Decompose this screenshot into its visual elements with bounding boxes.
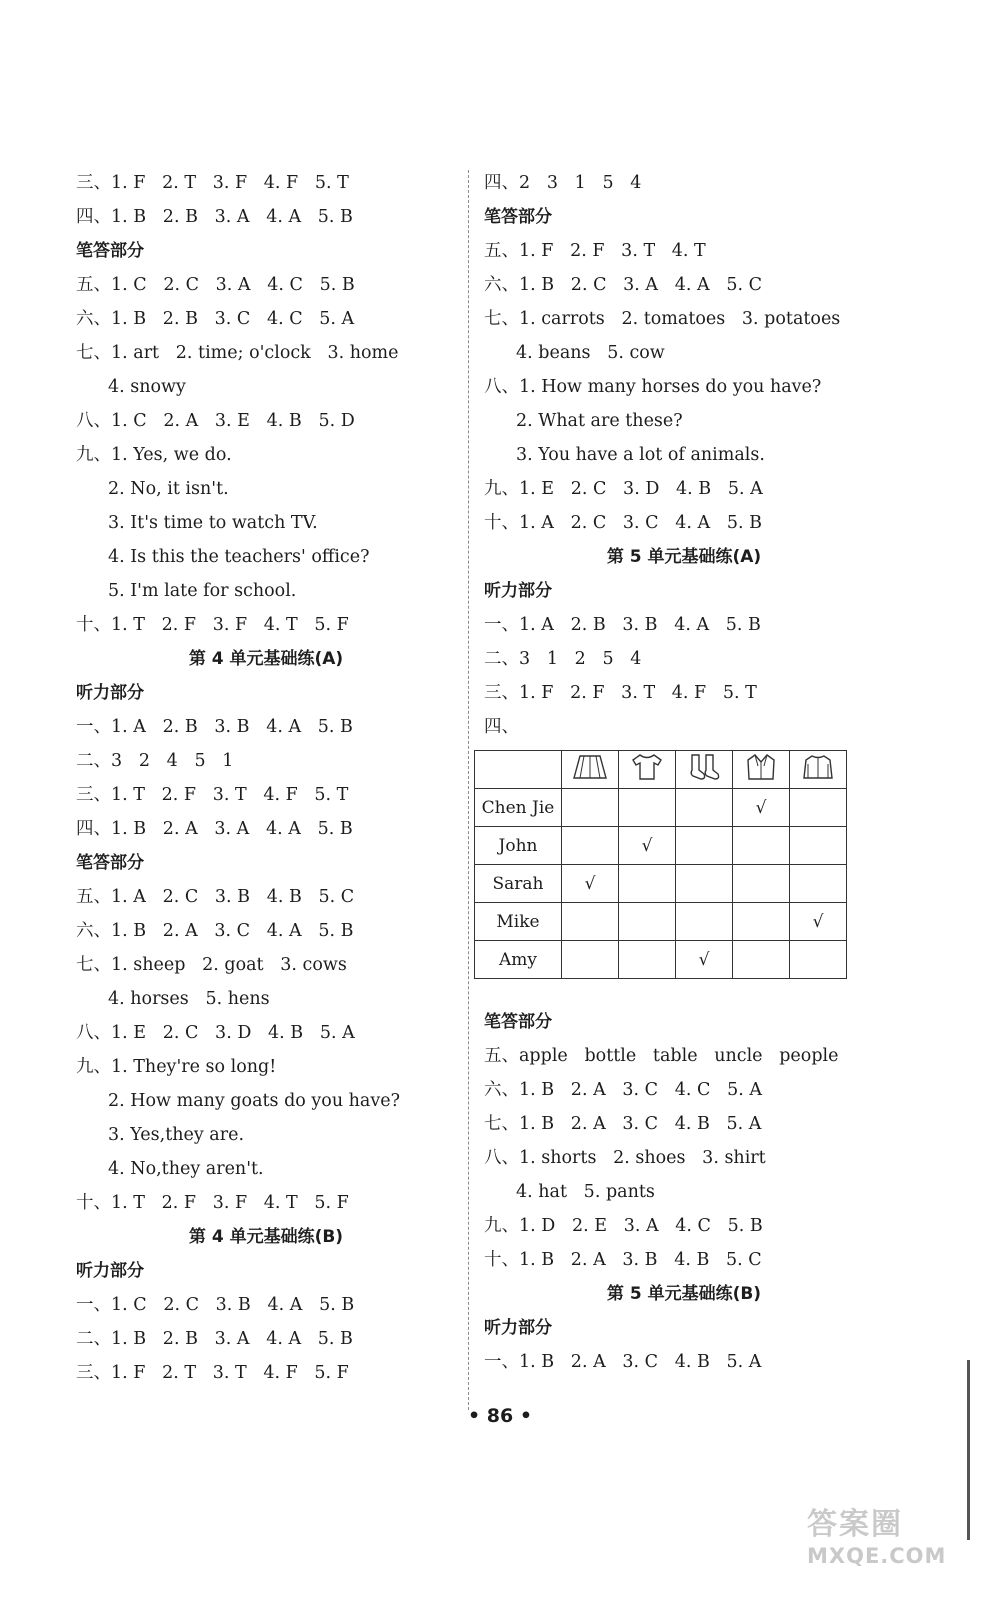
answer-line: 3. You have a lot of animals. bbox=[516, 445, 765, 465]
answer-line: 九、1. D 2. E 3. A 4. C 5. B bbox=[484, 1216, 763, 1236]
answer-line: 八、1. E 2. C 3. D 4. B 5. A bbox=[76, 1023, 355, 1043]
answer-line: 二、3 2 4 5 1 bbox=[76, 751, 234, 771]
empty-cell bbox=[790, 827, 847, 865]
answer-line: 2. What are these? bbox=[516, 411, 683, 431]
answer-line: 4. No,they aren't. bbox=[108, 1159, 264, 1179]
answer-line: 四、1. B 2. B 3. A 4. A 5. B bbox=[76, 207, 353, 227]
empty-cell bbox=[733, 903, 790, 941]
empty-cell bbox=[619, 789, 676, 827]
page-edge-line bbox=[967, 1360, 970, 1540]
check-mark: √ bbox=[676, 941, 733, 979]
coat-icon bbox=[733, 751, 790, 789]
answer-line: 七、1. art 2. time; o'clock 3. home bbox=[76, 343, 399, 363]
empty-cell bbox=[619, 865, 676, 903]
empty-cell bbox=[733, 941, 790, 979]
section-heading: 听力部分 bbox=[76, 1261, 144, 1281]
section-heading: 笔答部分 bbox=[484, 207, 552, 227]
answer-line: 六、1. B 2. A 3. C 4. C 5. A bbox=[484, 1080, 762, 1100]
check-mark: √ bbox=[619, 827, 676, 865]
answer-line: 一、1. A 2. B 3. B 4. A 5. B bbox=[76, 717, 353, 737]
answer-line: 八、1. shorts 2. shoes 3. shirt bbox=[484, 1148, 766, 1168]
empty-cell bbox=[562, 827, 619, 865]
answer-line: 4. horses 5. hens bbox=[108, 989, 270, 1009]
section-heading: 笔答部分 bbox=[76, 853, 144, 873]
answer-line: 七、1. sheep 2. goat 3. cows bbox=[76, 955, 347, 975]
answer-line: 六、1. B 2. C 3. A 4. A 5. C bbox=[484, 275, 762, 295]
watermark-url: MXQE.COM bbox=[807, 1544, 947, 1568]
empty-cell bbox=[619, 903, 676, 941]
empty-cell bbox=[733, 827, 790, 865]
answer-line: 九、1. E 2. C 3. D 4. B 5. A bbox=[484, 479, 763, 499]
answer-line: 4. Is this the teachers' office? bbox=[108, 547, 370, 567]
table-row bbox=[475, 865, 847, 903]
empty-cell bbox=[733, 865, 790, 903]
student-name: Chen Jie bbox=[475, 789, 562, 827]
right-column-bottom bbox=[484, 1005, 884, 1379]
section-heading: 听力部分 bbox=[76, 683, 144, 703]
empty-cell bbox=[676, 865, 733, 903]
section-heading: 笔答部分 bbox=[484, 1012, 552, 1032]
check-mark: √ bbox=[733, 789, 790, 827]
t-shirt-icon bbox=[619, 751, 676, 789]
answer-line: 2. No, it isn't. bbox=[108, 479, 229, 499]
answer-line: 2. How many goats do you have? bbox=[108, 1091, 400, 1111]
right-column bbox=[481, 166, 884, 1379]
answer-line: 十、1. T 2. F 3. F 4. T 5. F bbox=[76, 615, 349, 635]
jacket-icon bbox=[790, 751, 847, 789]
unit-title: 第 4 单元基础练(A) bbox=[188, 649, 344, 669]
answer-line: 九、1. Yes, we do. bbox=[76, 445, 232, 465]
answer-line: 五、1. A 2. C 3. B 4. B 5. C bbox=[76, 887, 355, 907]
table-corner-cell bbox=[475, 751, 562, 789]
check-mark: √ bbox=[790, 903, 847, 941]
answer-line: 八、1. C 2. A 3. E 4. B 5. D bbox=[76, 411, 355, 431]
answer-line: 三、1. F 2. F 3. T 4. F 5. T bbox=[484, 683, 757, 703]
answer-line: 十、1. T 2. F 3. F 4. T 5. F bbox=[76, 1193, 349, 1213]
answer-line: 一、1. C 2. C 3. B 4. A 5. B bbox=[76, 1295, 355, 1315]
unit-title: 第 5 单元基础练(A) bbox=[606, 547, 762, 567]
check-mark: √ bbox=[562, 865, 619, 903]
answer-line: 四、2 3 1 5 4 bbox=[484, 173, 642, 193]
empty-cell bbox=[790, 789, 847, 827]
answer-line: 三、1. F 2. T 3. T 4. F 5. F bbox=[76, 1363, 349, 1383]
answer-line: 4. snowy bbox=[108, 377, 186, 397]
answer-line: 十、1. B 2. A 3. B 4. B 5. C bbox=[484, 1250, 762, 1270]
student-name: Sarah bbox=[475, 865, 562, 903]
section-heading: 听力部分 bbox=[484, 1318, 552, 1338]
empty-cell bbox=[619, 941, 676, 979]
watermark-title: 答案圈 bbox=[807, 1507, 903, 1542]
student-name: Mike bbox=[475, 903, 562, 941]
table-header-row bbox=[475, 751, 847, 789]
page-number: • 86 • bbox=[468, 1405, 532, 1427]
unit-title: 第 5 单元基础练(B) bbox=[606, 1284, 762, 1304]
socks-icon bbox=[676, 751, 733, 789]
student-name: Amy bbox=[475, 941, 562, 979]
answer-line: 五、apple bottle table uncle people bbox=[484, 1046, 839, 1066]
empty-cell bbox=[562, 941, 619, 979]
answer-line: 七、1. carrots 2. tomatoes 3. potatoes bbox=[484, 309, 841, 329]
unit-title: 第 4 单元基础练(B) bbox=[188, 1227, 344, 1247]
answer-line: 四、1. B 2. A 3. A 4. A 5. B bbox=[76, 819, 353, 839]
table-row bbox=[475, 789, 847, 827]
answer-line: 4. beans 5. cow bbox=[516, 343, 665, 363]
answer-line: 3. Yes,they are. bbox=[108, 1125, 245, 1145]
answer-line: 4. hat 5. pants bbox=[516, 1182, 655, 1202]
skirt-icon bbox=[562, 751, 619, 789]
column-divider bbox=[468, 170, 469, 1410]
answer-line: 七、1. B 2. A 3. C 4. B 5. A bbox=[484, 1114, 762, 1134]
table-row bbox=[475, 903, 847, 941]
answer-line: 十、1. A 2. C 3. C 4. A 5. B bbox=[484, 513, 762, 533]
table-row bbox=[475, 941, 847, 979]
answer-line: 一、1. A 2. B 3. B 4. A 5. B bbox=[484, 615, 761, 635]
answer-line: 5. I'm late for school. bbox=[108, 581, 297, 601]
table-row bbox=[475, 827, 847, 865]
answer-line: 五、1. F 2. F 3. T 4. T bbox=[484, 241, 706, 261]
answer-line: 八、1. How many horses do you have? bbox=[484, 377, 822, 397]
empty-cell bbox=[676, 903, 733, 941]
left-column bbox=[76, 166, 456, 1390]
answer-line: 二、1. B 2. B 3. A 4. A 5. B bbox=[76, 1329, 353, 1349]
empty-cell bbox=[562, 903, 619, 941]
student-name: John bbox=[475, 827, 562, 865]
section-heading: 笔答部分 bbox=[76, 241, 144, 261]
empty-cell bbox=[676, 827, 733, 865]
empty-cell bbox=[790, 865, 847, 903]
clothes-table bbox=[474, 750, 847, 979]
empty-cell bbox=[790, 941, 847, 979]
answer-line: 四、 bbox=[484, 717, 519, 737]
answer-line: 三、1. F 2. T 3. F 4. F 5. T bbox=[76, 173, 349, 193]
answer-line: 六、1. B 2. B 3. C 4. C 5. A bbox=[76, 309, 355, 329]
watermark bbox=[807, 1508, 972, 1578]
section-heading: 听力部分 bbox=[484, 581, 552, 601]
answer-line: 九、1. They're so long! bbox=[76, 1057, 277, 1077]
right-column-top bbox=[484, 166, 884, 744]
answer-line: 三、1. T 2. F 3. T 4. F 5. T bbox=[76, 785, 349, 805]
answer-line: 二、3 1 2 5 4 bbox=[484, 649, 642, 669]
answer-line: 一、1. B 2. A 3. C 4. B 5. A bbox=[484, 1352, 762, 1372]
empty-cell bbox=[676, 789, 733, 827]
answer-line: 3. It's time to watch TV. bbox=[108, 513, 318, 533]
empty-cell bbox=[562, 789, 619, 827]
answer-line: 五、1. C 2. C 3. A 4. C 5. B bbox=[76, 275, 355, 295]
answer-line: 六、1. B 2. A 3. C 4. A 5. B bbox=[76, 921, 354, 941]
